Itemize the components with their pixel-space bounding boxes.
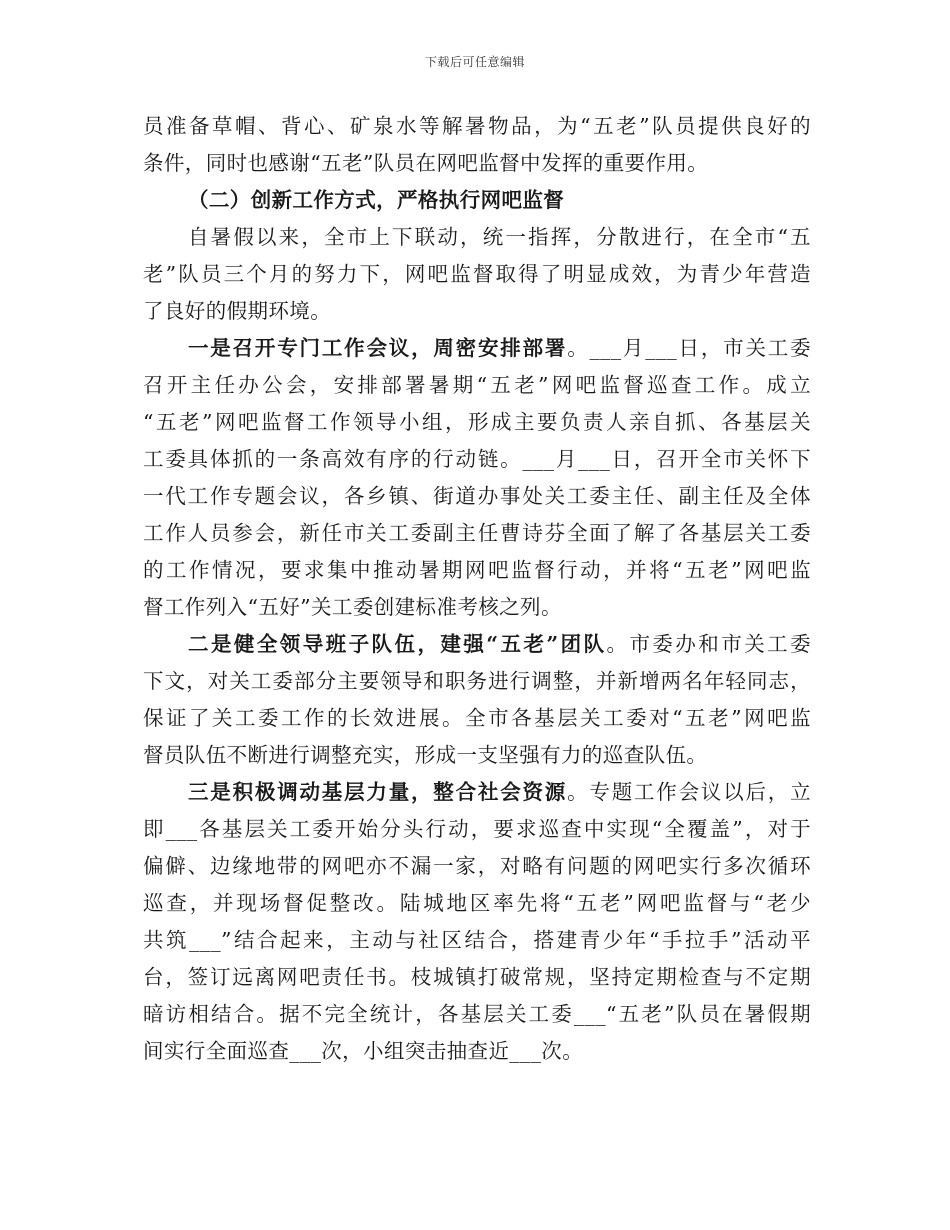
paragraph-5 — [143, 774, 811, 1070]
text-line: 员准备草帽、背心、矿泉水等解暑物品，为“五老”队员提供良好的 — [143, 114, 811, 138]
text-line: 共筑___”结合起来，主动与社区结合，搭建青少年“手拉手”活动平 — [143, 928, 811, 952]
text-line: 工委具体抓的一条高效有序的行动链。___月___日，召开全市关怀下 — [143, 447, 811, 471]
paragraph-1 — [143, 108, 811, 182]
section-heading: （二）创新工作方式，严格执行网吧监督 — [188, 188, 565, 212]
text-line: 督工作列入“五好”关工委创建标准考核之列。 — [143, 595, 562, 619]
text-line: 了良好的假期环境。 — [143, 299, 332, 323]
text-line: 老”队员三个月的努力下，网吧监督取得了明显成效，为青少年营造 — [143, 262, 811, 286]
text-line: 即___各基层关工委开始分头行动，要求巡查中实现“全覆盖”，对于 — [143, 817, 811, 841]
text-line — [143, 626, 811, 663]
text-span: 。___月___日，市关工委 — [567, 336, 811, 360]
text-line: 自暑假以来，全市上下联动，统一指挥，分散进行，在全市“五 — [188, 225, 811, 249]
text-line — [143, 774, 811, 811]
text-line: 一代工作专题会议，各乡镇、街道办事处关工委主任、副主任及全体 — [143, 484, 811, 508]
text-line: 的工作情况，要求集中推动暑期网吧监督行动，并将“五老”网吧监 — [143, 558, 811, 582]
bold-lead: 一是召开专门工作会议，周密安排部署 — [188, 336, 568, 360]
bold-lead: 三是积极调动基层力量，整合社会资源 — [188, 780, 568, 804]
text-line: 条件，同时也感谢“五老”队员在网吧监督中发挥的重要作用。 — [143, 151, 709, 175]
text-line: 暗访相结合。据不完全统计，各基层关工委___“五老”队员在暑假期 — [143, 1002, 811, 1026]
text-line: “五老”网吧监督工作领导小组，形成主要负责人亲自抓、各基层关 — [143, 410, 811, 434]
text-span: 。专题工作会议以后，立 — [567, 780, 811, 804]
document-body — [143, 108, 811, 1070]
text-line: 工作人员参会，新任市关工委副主任曹诗芬全面了解了各基层关工委 — [143, 521, 811, 545]
bold-lead: 二是健全领导班子队伍，建强“五老”团队 — [188, 632, 607, 656]
text-line: 召开主任办公会，安排部署暑期“五老”网吧监督巡查工作。成立 — [143, 373, 811, 397]
text-line: 下文，对关工委部分主要领导和职务进行调整，并新增两名年轻同志， — [143, 669, 811, 693]
text-line: 督员队伍不断进行调整充实，形成一支坚强有力的巡查队伍。 — [143, 743, 708, 767]
text-span: 。市委办和市关工委 — [606, 632, 811, 656]
text-line: 间实行全面巡查___次，小组突击抽查近___次。 — [143, 1039, 584, 1063]
paragraph-2 — [143, 219, 811, 330]
text-line — [143, 330, 811, 367]
text-line: 台，签订远离网吧责任书。枝城镇打破常规，坚持定期检查与不定期 — [143, 965, 811, 989]
paragraph-3 — [143, 330, 811, 626]
text-line: 偏僻、边缘地带的网吧亦不漏一家，对略有问题的网吧实行多次循环 — [143, 854, 811, 878]
text-line: 保证了关工委工作的长效进展。全市各基层关工委对“五老”网吧监 — [143, 706, 811, 730]
paragraph-4 — [143, 626, 811, 774]
text-line: 巡查，并现场督促整改。陆城地区率先将“五老”网吧监督与“老少 — [143, 891, 811, 915]
page-header: 下载后可任意编辑 — [424, 55, 525, 69]
